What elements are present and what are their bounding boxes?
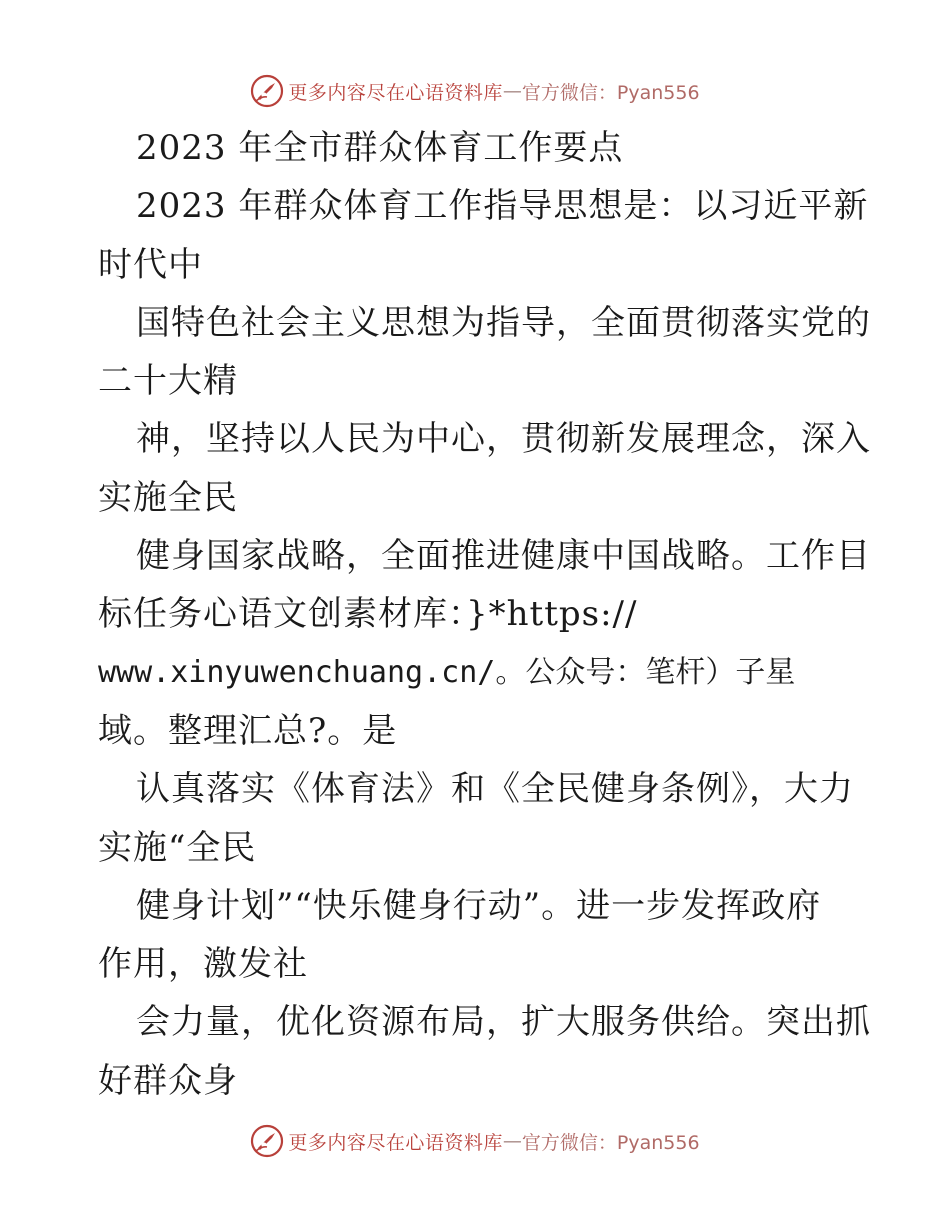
paragraph-line: 国特色社会主义思想为指导，全面贯彻落实党的 <box>136 302 871 343</box>
paragraph-line: 实施“全民 <box>98 827 257 868</box>
document-body <box>98 119 871 1110</box>
banner-separator: — <box>502 80 522 102</box>
banner-text: 更多内容尽在心语资料库 <box>288 81 503 104</box>
pen-nib-logo-icon <box>250 74 284 108</box>
paragraph-line: www.xinyuwenchuang.cn/。公众号：笔杆）子星 <box>98 654 796 690</box>
paragraph-line: 标任务心语文创素材库：}*https:// <box>98 594 638 635</box>
paragraph-line: 作用，激发社 <box>98 944 308 985</box>
paragraph-line: 实施全民 <box>98 477 238 518</box>
pen-nib-logo-icon <box>250 1124 284 1158</box>
header-banner <box>0 71 950 111</box>
paragraph-line: 时代中 <box>98 244 203 285</box>
banner-separator: — <box>502 1130 522 1152</box>
paragraph-line: 好群众身 <box>98 1060 238 1101</box>
paragraph-line: 会力量，优化资源布局，扩大服务供给。突出抓 <box>136 1002 871 1043</box>
banner-text: 更多内容尽在心语资料库 <box>288 1131 503 1154</box>
paragraph-line: 健身国家战略，全面推进健康中国战略。工作目 <box>136 536 871 577</box>
document-title: 2023 年全市群众体育工作要点 <box>136 128 624 168</box>
paragraph-line: 神，坚持以人民为中心，贯彻新发展理念，深入 <box>136 419 871 460</box>
footer-banner <box>0 1121 950 1161</box>
banner-wechat: 官方微信：Pyan556 <box>521 81 700 104</box>
paragraph-line: 健身计划”“快乐健身行动”。进一步发挥政府 <box>136 885 822 926</box>
paragraph-line: 二十大精 <box>98 361 238 402</box>
banner-wechat: 官方微信：Pyan556 <box>521 1131 700 1154</box>
paragraph-line: 域。整理汇总?。是 <box>98 710 398 751</box>
paragraph-line: 认真落实《体育法》和《全民健身条例》，大力 <box>136 769 854 810</box>
paragraph-line: 2023 年群众体育工作指导思想是：以习近平新 <box>136 186 869 227</box>
